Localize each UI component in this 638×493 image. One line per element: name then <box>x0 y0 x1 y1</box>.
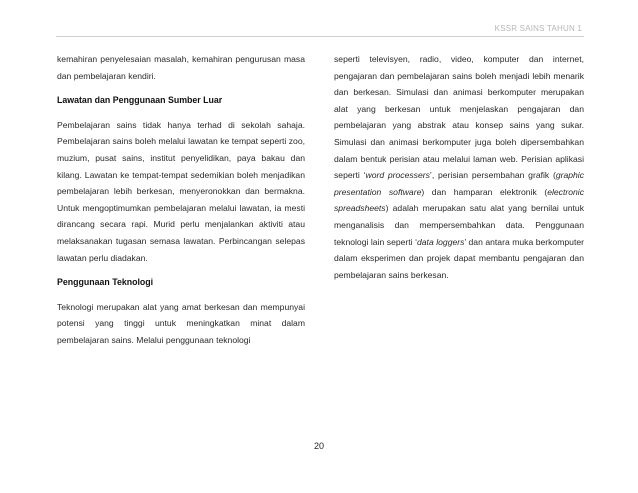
page-number: 20 <box>313 441 324 451</box>
paragraph-lawatan: Pembelajaran sains tidak hanya terhad di sekolah sahaja. Pembelajaran sains boleh melalui lawatan ke tempat seperti zoo, muzium, pusat sains, institut penyelidikan, paya bakau dan kilang. Lawatan ke tempat-tempat sedemikian boleh menjadikan pembelajaran lebih berkesan, menyeronokkan dan bermakna. Untuk mengoptimumkan pembelajaran melalui lawatan, ia mesti dirancang secara rapi. Murid perlu menjalankan aktiviti atau melaksanakan tugasan semasa lawatan. Perbincangan selepas lawatan perlu diadakan. <box>57 119 305 263</box>
section-heading-teknologi: Penggunaan Teknologi <box>57 277 154 288</box>
right-column <box>334 51 584 283</box>
paragraph-teknologi-continued <box>334 51 584 283</box>
italic-term: word processers <box>365 170 430 181</box>
paragraph-teknologi: Teknologi merupakan alat yang amat berkesan dan mempunyai potensi yang tinggi untuk meningkatkan minat dalam pembelajaran sains. Melalui penggunaan teknologi <box>57 301 305 345</box>
italic-term: electronic spreadsheets <box>334 186 584 214</box>
italic-term: graphic presentation software <box>334 170 585 197</box>
paragraph-intro: kemahiran penyelesaian masalah, kemahiran pengurusan masa dan pembelajaran kendiri. <box>57 54 305 81</box>
text-run: ’ dan antara muka berkomputer dalam eksperimen dan projek dapat membantu pengajaran dan pembelajaran sains berkesan. <box>334 236 584 280</box>
text-run: ) adalah merupakan satu alat yang bernilai untuk menganalisis dan mempersembahkan data. Penggunaan teknologi lain seperti ‘ <box>334 203 584 247</box>
left-column <box>57 51 305 349</box>
running-header: KSSR SAINS TAHUN 1 <box>494 24 582 33</box>
italic-term: data loggers <box>417 236 465 247</box>
text-run: ’, perisian persembahan grafik ( <box>429 170 556 181</box>
text-run: seperti televisyen, radio, video, komputer dan internet, pengajaran dan pembelajaran sains boleh menjadi lebih menarik dan berkesan. Simulasi dan animasi berkomputer merupakan alat yang berkesan untuk menjelaskan pengajaran dan pembelajaran yang abstrak atau konsep sains yang sukar. Simulasi dan animasi berkomputer juga boleh dipersembahkan dalam bentuk perisian atau melalui laman web. Perisian aplikasi seperti ‘ <box>334 54 584 181</box>
section-heading-lawatan: Lawatan dan Penggunaan Sumber Luar <box>57 95 223 106</box>
text-run: ) dan hamparan elektronik ( <box>421 186 548 197</box>
header-rule <box>56 36 584 37</box>
